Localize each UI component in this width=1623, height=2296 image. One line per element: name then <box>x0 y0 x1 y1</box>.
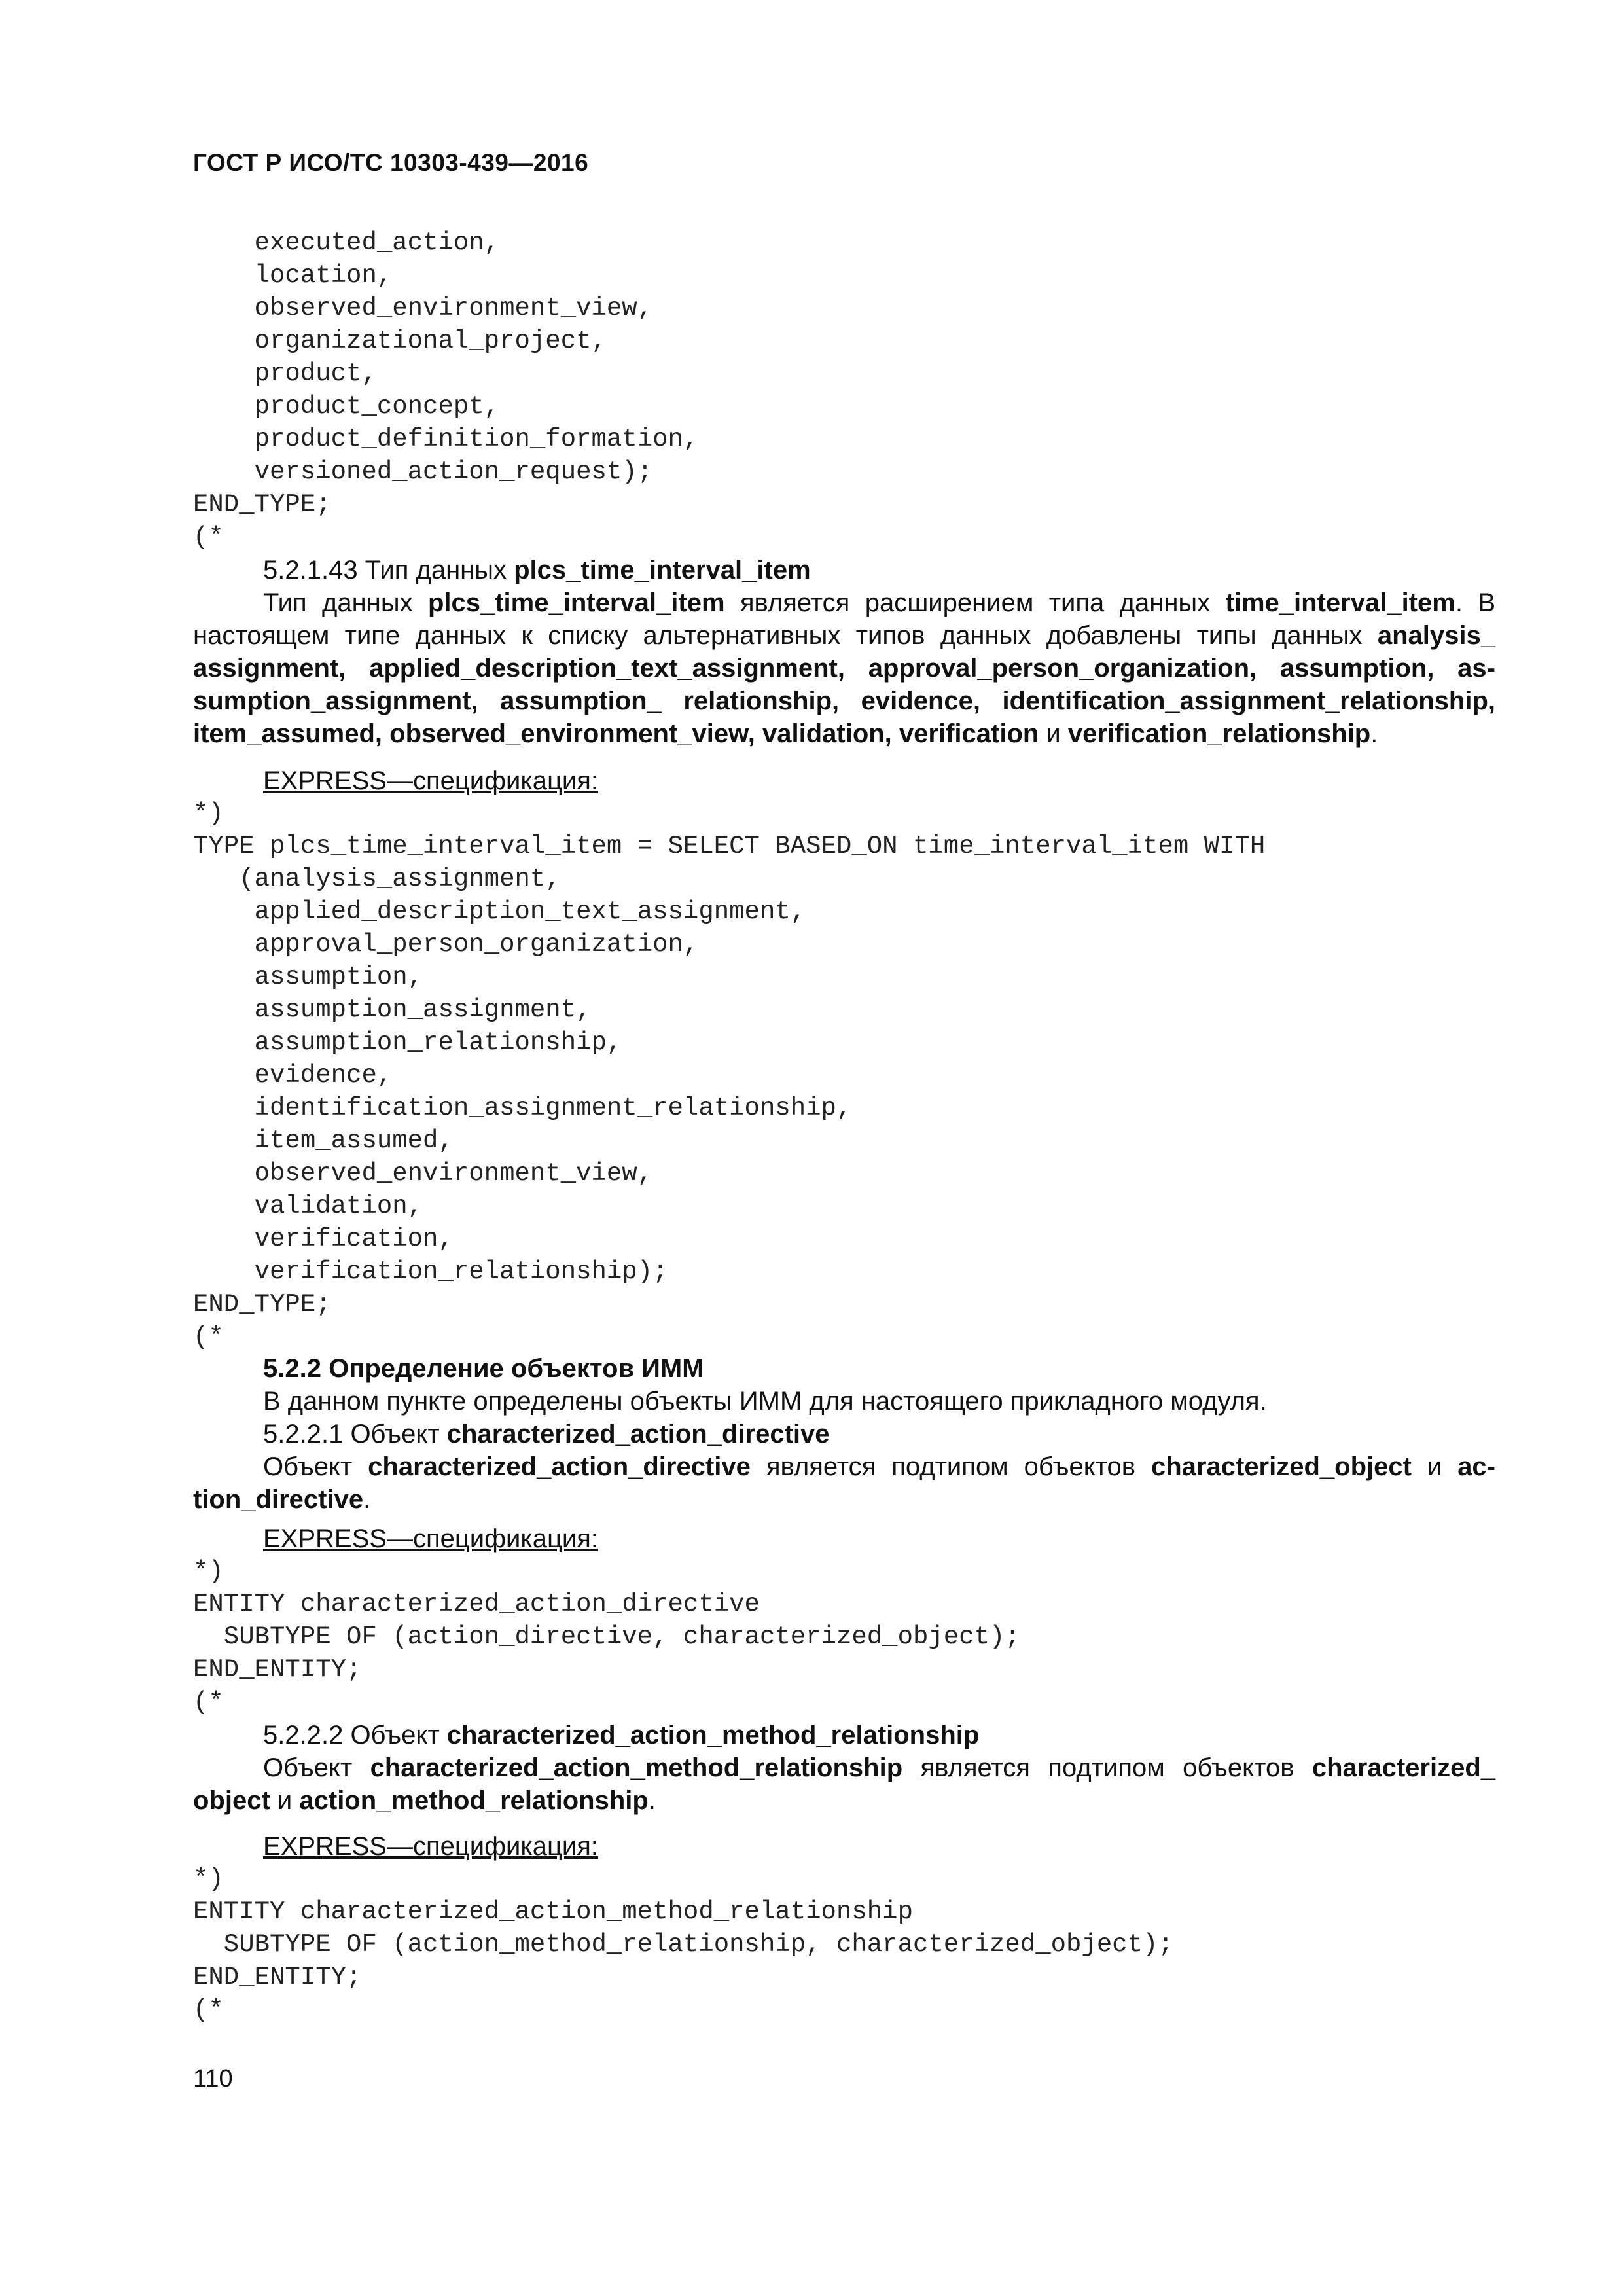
section-heading: 5.2.1.43 Тип данных plcs_time_interval_item <box>263 556 811 584</box>
section-paragraph: Тип данных plcs_time_interval_item является расширением типа данных time_interval_item. В настоящем типе данных к списку альтернативных типов данных добавлены типы данных analysis_ assignment, applied_description_text_assignment, approval_person_organization, assumption, as-sumption_assignment, assumption_ relationship, evidence, identification_assignment_relationship, item_assumed, observed_environment_view, validation, verification и verification_relationship. <box>193 588 1495 748</box>
code-line: (* <box>193 1323 224 1352</box>
code-line: verification_relationship); <box>193 1257 668 1286</box>
section-paragraph: Объект characterized_action_method_relationship является подтипом объектов characterized_ object и action_method_relationship. <box>193 1753 1495 1815</box>
code-line: END_ENTITY; <box>193 1963 362 1992</box>
code-line: product_concept, <box>193 392 500 421</box>
code-line: observed_environment_view, <box>193 1159 653 1188</box>
code-line: verification, <box>193 1225 454 1253</box>
code-line: TYPE plcs_time_interval_item = SELECT BASED_ON time_interval_item WITH <box>193 832 1266 861</box>
section-heading: 5.2.2.1 Объект characterized_action_directive <box>263 1420 830 1448</box>
code-line: END_TYPE; <box>193 1290 331 1319</box>
code-line: evidence, <box>193 1061 393 1090</box>
code-block-entity-2 <box>193 1863 1495 2026</box>
code-line: (analysis_assignment, <box>193 865 561 893</box>
code-line: product, <box>193 359 377 388</box>
section-intro: В данном пункте определены объекты ИММ для настоящего прикладного модуля. <box>263 1387 1267 1416</box>
section-5-2-2 <box>193 1352 1495 1516</box>
code-line: versioned_action_request); <box>193 457 653 486</box>
code-line: END_ENTITY; <box>193 1655 362 1684</box>
code-line: applied_description_text_assignment, <box>193 897 806 926</box>
document-header: ГОСТ Р ИСО/ТС 10303-439—2016 <box>193 149 589 176</box>
express-specification-label: EXPRESS—спецификация: <box>263 1832 599 1861</box>
code-line: product_definition_formation, <box>193 425 699 454</box>
code-line: observed_environment_view, <box>193 294 653 323</box>
code-line: END_TYPE; <box>193 490 331 519</box>
section-heading: 5.2.2 Определение объектов ИММ <box>263 1354 704 1383</box>
code-line: (* <box>193 523 224 552</box>
section-paragraph: Объект characterized_action_directive является подтипом объектов characterized_object и ac-tion_directive. <box>193 1452 1495 1514</box>
code-line: ENTITY characterized_action_method_relationship <box>193 1897 913 1926</box>
code-line: approval_person_organization, <box>193 930 699 959</box>
code-line: validation, <box>193 1192 423 1221</box>
code-line: ENTITY characterized_action_directive <box>193 1590 760 1619</box>
code-line: assumption, <box>193 963 423 992</box>
code-line: organizational_project, <box>193 327 607 355</box>
page-number: 110 <box>193 2065 233 2092</box>
code-line: identification_assignment_relationship, <box>193 1094 852 1122</box>
code-line: *) <box>193 1557 224 1586</box>
express-specification-label: EXPRESS—спецификация: <box>263 766 599 795</box>
code-line: item_assumed, <box>193 1126 454 1155</box>
code-line: SUBTYPE OF (action_directive, characterized_object); <box>193 1623 1020 1651</box>
code-line: assumption_relationship, <box>193 1028 622 1057</box>
code-line: (* <box>193 1688 224 1717</box>
code-block-type <box>193 797 1495 1354</box>
code-line: SUBTYPE OF (action_method_relationship, characterized_object); <box>193 1930 1173 1959</box>
code-line: (* <box>193 1996 224 2024</box>
code-block-top <box>193 226 1495 554</box>
section-5-2-2-2 <box>193 1719 1495 1817</box>
code-line: *) <box>193 1865 224 1893</box>
code-line: location, <box>193 261 393 290</box>
code-block-entity-1 <box>193 1555 1495 1719</box>
code-line: executed_action, <box>193 228 500 257</box>
express-specification-label: EXPRESS—спецификация: <box>263 1524 599 1553</box>
section-heading: 5.2.2.2 Объект characterized_action_method_relationship <box>263 1721 980 1749</box>
code-line: assumption_assignment, <box>193 996 592 1024</box>
section-5-2-1-43 <box>193 554 1495 750</box>
code-line: *) <box>193 799 224 828</box>
